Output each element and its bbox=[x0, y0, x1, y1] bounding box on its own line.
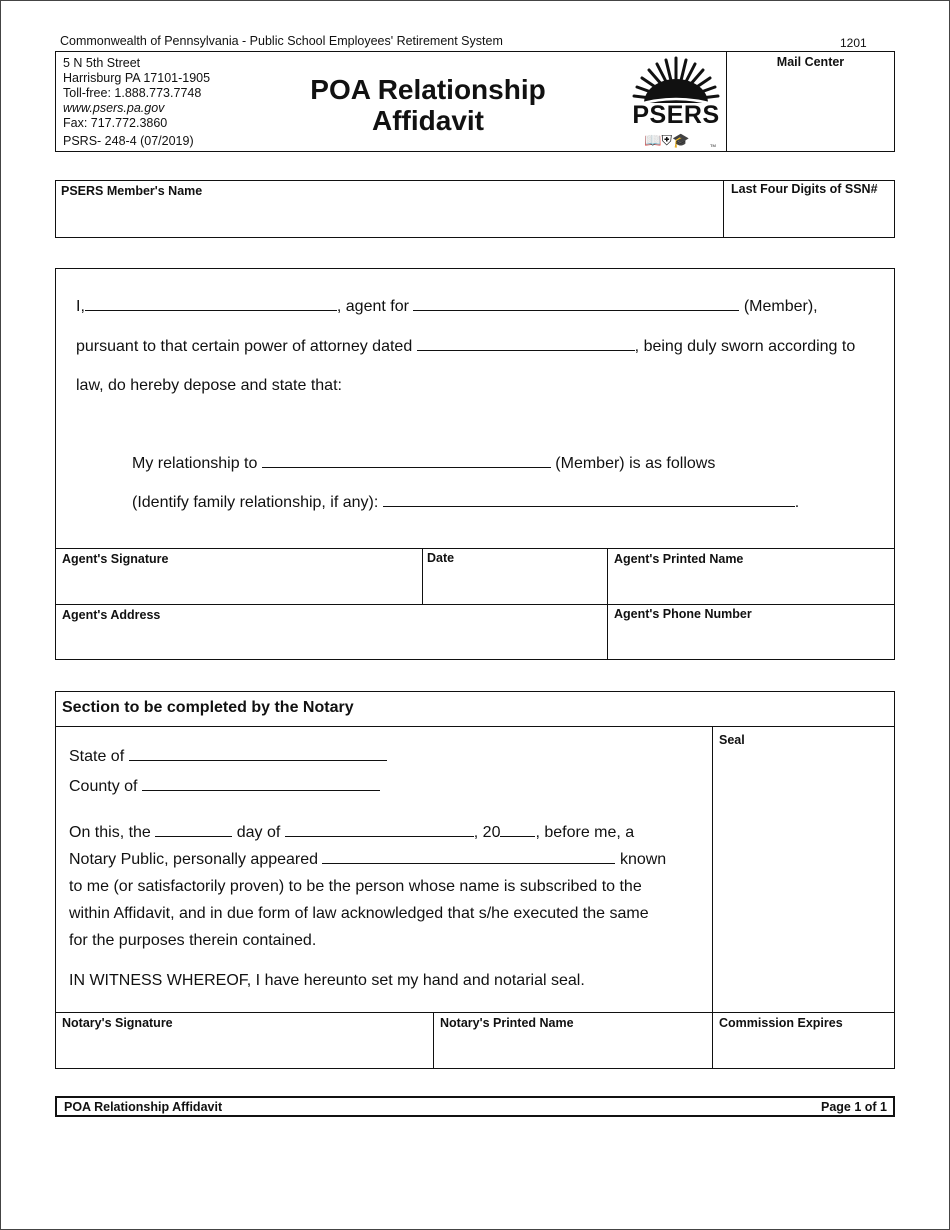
family-relationship-blank[interactable] bbox=[383, 505, 795, 507]
witness-line: IN WITNESS WHEREOF, I have hereunto set my hand and notarial seal. bbox=[69, 972, 585, 989]
agent-phone-field[interactable] bbox=[610, 624, 892, 656]
date-field[interactable] bbox=[425, 568, 603, 600]
address-block bbox=[63, 56, 210, 149]
footer-title: POA Relationship Affidavit bbox=[64, 1100, 223, 1114]
notary-line-5: for the purposes therein contained. bbox=[69, 932, 317, 949]
sunburst-icon bbox=[630, 55, 722, 107]
member-name-blank[interactable] bbox=[413, 309, 739, 311]
form-code: PSRS- 248-4 (07/2019) bbox=[63, 134, 194, 148]
day-blank[interactable] bbox=[155, 835, 232, 837]
affidavit-line-3: law, do hereby depose and state that: bbox=[76, 377, 342, 394]
mail-center-label: Mail Center bbox=[776, 55, 845, 69]
address-city: Harrisburg PA 17101-1905 bbox=[63, 71, 211, 85]
form-title-line2: Affidavit bbox=[372, 105, 484, 136]
notary-section-title: Section to be completed by the Notary bbox=[62, 699, 354, 716]
poa-date-blank[interactable] bbox=[417, 349, 635, 351]
toll-free: Toll-free: 1.888.773.7748 bbox=[63, 86, 202, 100]
notary-line-3: to me (or satisfactorily proven) to be the person whose name is subscribed to the bbox=[69, 878, 642, 895]
seal-area bbox=[716, 750, 892, 1008]
agent-phone-label: Agent's Phone Number bbox=[614, 607, 752, 621]
state-line: State of bbox=[69, 748, 387, 766]
agent-signature-field[interactable] bbox=[58, 568, 418, 600]
ssn-label: Last Four Digits of SSN# bbox=[731, 182, 878, 196]
commission-expires-label: Commission Expires bbox=[719, 1016, 843, 1030]
fax: Fax: 717.772.3860 bbox=[63, 116, 168, 130]
agency-line: Commonwealth of Pennsylvania - Public School Employees' Retirement System bbox=[60, 34, 503, 48]
county-blank[interactable] bbox=[142, 789, 380, 791]
relationship-line: My relationship to (Member) is as follows bbox=[132, 455, 716, 472]
relationship-member-blank[interactable] bbox=[262, 466, 551, 468]
family-relationship-line: (Identify family relationship, if any): . bbox=[132, 494, 800, 511]
county-line: County of bbox=[69, 778, 380, 796]
commission-expires-field[interactable] bbox=[716, 1032, 892, 1065]
address-street: 5 N 5th Street bbox=[63, 56, 141, 70]
state-blank[interactable] bbox=[129, 759, 387, 761]
notary-printed-name-field[interactable] bbox=[436, 1032, 709, 1065]
month-blank[interactable] bbox=[285, 835, 474, 837]
logo-trademark: TM bbox=[710, 143, 716, 148]
notary-signature-field[interactable] bbox=[58, 1032, 430, 1065]
notary-line-4: within Affidavit, and in due form of law acknowledged that s/he executed the same bbox=[69, 905, 649, 922]
agent-address-label: Agent's Address bbox=[62, 608, 161, 622]
affidavit-line-2: pursuant to that certain power of attorney dated , being duly sworn according to bbox=[76, 338, 856, 355]
website: www.psers.pa.gov bbox=[63, 101, 165, 115]
book-icon: 📖 bbox=[644, 132, 662, 148]
ssn-field[interactable] bbox=[727, 200, 891, 234]
keystone-icon: ⛨ bbox=[661, 132, 672, 148]
footer-page-number: Page 1 of 1 bbox=[821, 1100, 887, 1114]
agent-address-field[interactable] bbox=[58, 624, 603, 656]
notary-line-2: Notary Public, personally appeared known bbox=[69, 851, 667, 868]
psers-logo-text: PSERS bbox=[632, 101, 720, 129]
notary-signature-label: Notary's Signature bbox=[62, 1016, 173, 1030]
agent-name-blank[interactable] bbox=[85, 309, 337, 311]
affidavit-line-1: I, , agent for (Member), bbox=[76, 298, 818, 315]
appeared-name-blank[interactable] bbox=[322, 862, 615, 864]
notary-printed-name-label: Notary's Printed Name bbox=[440, 1016, 574, 1030]
seal-label: Seal bbox=[719, 733, 745, 747]
date-label: Date bbox=[427, 551, 455, 565]
member-name-label: PSERS Member's Name bbox=[61, 184, 203, 198]
form-title-line1: POA Relationship bbox=[310, 74, 546, 105]
member-name-field[interactable] bbox=[58, 200, 720, 234]
notary-line-1: On this, the day of , 20 , before me, a bbox=[69, 824, 635, 841]
notary-paragraph bbox=[69, 819, 666, 954]
psers-logo bbox=[630, 55, 722, 149]
agent-printed-name-label: Agent's Printed Name bbox=[614, 552, 744, 566]
form-title bbox=[300, 74, 556, 136]
graduation-cap-icon: 🎓 bbox=[671, 132, 690, 148]
agent-printed-name-field[interactable] bbox=[610, 568, 892, 600]
agent-signature-label: Agent's Signature bbox=[62, 552, 169, 566]
year-blank[interactable] bbox=[500, 835, 535, 837]
form-number: 1201 bbox=[840, 36, 867, 50]
